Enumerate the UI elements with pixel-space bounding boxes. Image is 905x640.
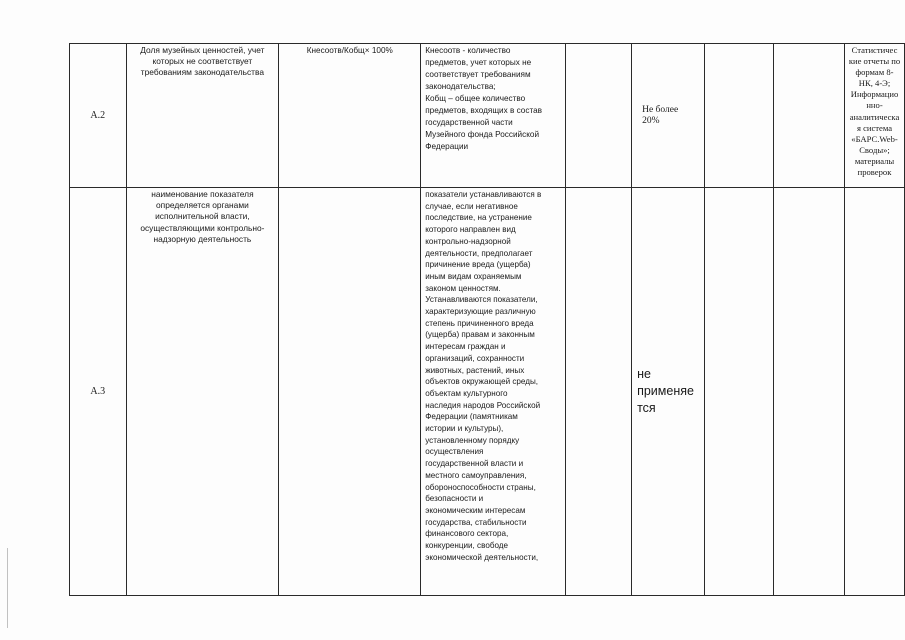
text-line: государства, стабильности (425, 517, 527, 527)
text-line: законом ценностям. (425, 283, 501, 293)
indicator-name (126, 188, 279, 596)
text-line: истории и культуры), (425, 424, 504, 434)
text-line: «БАРС.Web- (851, 133, 898, 144)
text-line: тся (637, 401, 656, 415)
empty-cell (705, 44, 774, 188)
text-line: наименование показателя (151, 189, 254, 199)
text-line: надзорную деятельность (153, 233, 252, 244)
text-line: Статистичес (851, 45, 898, 55)
text-line: финансового сектора, (425, 529, 509, 539)
row-code: А.3 (70, 188, 127, 596)
text-line: Своды»; (859, 144, 890, 155)
text-line: Музейного фонда Российской (425, 130, 540, 139)
indicator-description (421, 188, 566, 596)
text-line: проверок (857, 167, 892, 178)
table-row (70, 188, 905, 596)
text-line: государственной части (425, 118, 513, 127)
data-source (845, 44, 905, 188)
text-line: характеризующие различную (425, 307, 536, 317)
text-line: случае, если негативное (425, 201, 518, 211)
text-line: степень причиненного вреда (425, 318, 534, 328)
text-line: объектам культурного (425, 388, 508, 398)
text-line: нно- (866, 100, 883, 111)
text-line: аналитическа (849, 111, 900, 122)
empty-cell (566, 188, 632, 596)
text-line: Кобщ – общее количество (425, 94, 526, 103)
text-line: осуществления (425, 447, 484, 457)
text-line: показатели устанавливаются в (425, 190, 542, 199)
scan-margin-mark (7, 548, 8, 628)
text-line: Устанавливаются показатели, (425, 295, 538, 305)
text-line: предметов, учет которых не (425, 58, 532, 67)
text-line: Федерации (425, 142, 469, 151)
empty-cell (774, 44, 845, 188)
text-line: кие отчеты по (848, 56, 901, 67)
indicator-table (69, 43, 905, 596)
text-line: формам 8- (855, 67, 894, 78)
text-line: Федерации (памятникам (425, 412, 518, 422)
target-value (632, 44, 705, 188)
text-line: организаций, сохранности (425, 353, 525, 363)
text-line: НК, 4-Э; (858, 78, 891, 89)
text-line: государственной власти и (425, 459, 524, 469)
indicator-description (421, 44, 566, 188)
text-line: местного самоуправления, (425, 470, 527, 480)
text-line: Информацио (850, 89, 899, 100)
text-line: конкуренции, свободе (425, 541, 508, 551)
text-line: требованиям законодательства (140, 67, 265, 78)
text-line: животных, растений, иных (425, 365, 525, 375)
indicator-name (126, 44, 279, 188)
text-line: безопасности и (425, 494, 484, 504)
text-line: законодательства; (425, 82, 496, 91)
text-line: объектов окружающей среды, (425, 377, 539, 387)
text-line: применяе (637, 384, 694, 398)
text-line: причинение вреда (ущерба) (425, 260, 531, 270)
text-line: интересам граждан и (425, 342, 506, 352)
empty-cell (774, 188, 845, 596)
text-line: (ущерба) правам и законным (425, 330, 535, 340)
table-row (70, 44, 905, 188)
text-line: наследия народов Российской (425, 400, 541, 410)
text-line: материалы (854, 155, 895, 166)
text-line: предметов, входящих в состав (425, 106, 543, 115)
text-line: определяется органами (156, 200, 249, 211)
text-line: осуществляющими контрольно- (140, 222, 265, 233)
text-line: Не более (642, 104, 679, 115)
text-line: контрольно-надзорной (425, 236, 511, 246)
text-line: которых не соответствует (152, 56, 253, 67)
text-line: Кнесоотв - количество (425, 46, 511, 55)
indicator-formula (279, 188, 421, 596)
text-line: соответствует требованиям (425, 70, 531, 79)
empty-cell (566, 44, 632, 188)
target-value (632, 188, 705, 596)
indicator-formula: Кнесоотв/Кобщ× 100% (279, 44, 421, 188)
text-line: экономическим интересам (425, 505, 526, 515)
text-line: Доля музейных ценностей, учет (140, 45, 265, 55)
text-line: исполнительной власти, (155, 211, 250, 222)
text-line: я система (856, 122, 893, 133)
text-line: последствие, на устранение (425, 213, 532, 223)
text-line: иным видам охраняемым (425, 271, 522, 281)
text-line: деятельности, предполагает (425, 248, 533, 258)
text-line: экономической деятельности, (425, 552, 539, 562)
empty-cell (705, 188, 774, 596)
text-line: 20% (642, 115, 660, 126)
text-line: установленному порядку (425, 435, 520, 445)
text-line: не (637, 367, 651, 381)
text-line: которого направлен вид (425, 225, 516, 235)
row-code: A.2 (70, 44, 127, 188)
text-line: обороноспособности страны, (425, 482, 536, 492)
data-source (845, 188, 905, 596)
